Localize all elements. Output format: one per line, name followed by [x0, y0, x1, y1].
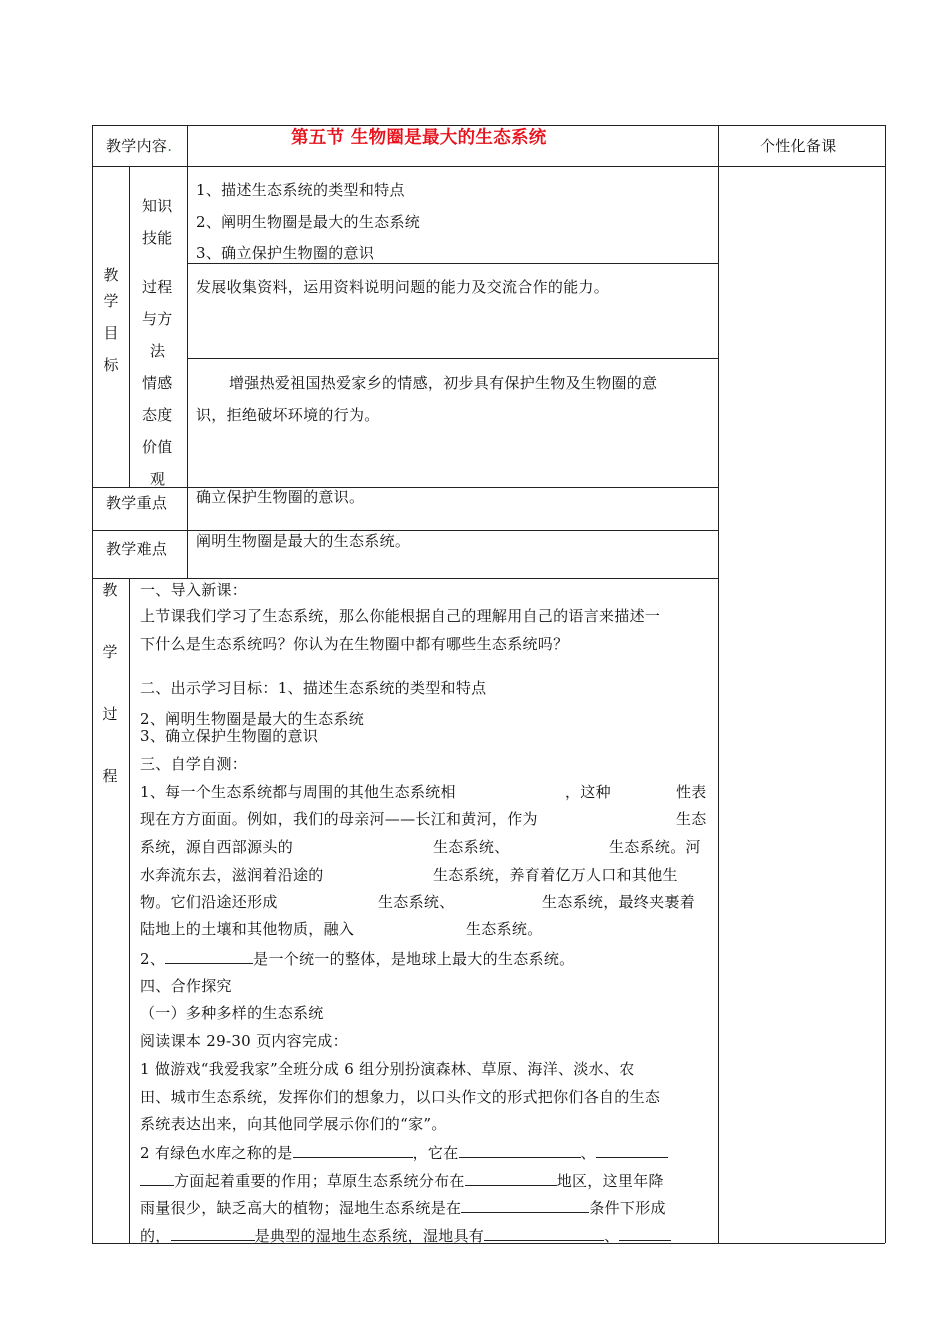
emotion-label-4: 观	[150, 470, 166, 488]
process-line: 一、导入新课：	[140, 581, 248, 599]
process-label-3: 法	[150, 342, 166, 360]
process-line: 系统，源自西部源头的	[140, 838, 294, 856]
process-label-1: 过程	[142, 278, 173, 296]
fill-blank	[619, 1226, 671, 1241]
process-line: 生态系统，养育着亿万人口和其他生	[433, 866, 678, 884]
process-line: ，这种	[565, 783, 611, 801]
process-line: 四、合作探究	[140, 977, 232, 995]
process-group-label: 教 学 过 程	[102, 581, 118, 785]
key-point-label: 教学重点	[106, 494, 168, 512]
fill-blank	[140, 1171, 174, 1186]
process-label-2: 与方	[142, 310, 173, 328]
objectives-group-label: 教 学 目 标	[103, 266, 119, 374]
content-label: 教学内容.	[106, 137, 173, 155]
process-line: 2、阐明生物圈是最大的生态系统	[140, 710, 365, 728]
process-line: 生态系统。河	[609, 838, 701, 856]
fill-blank	[465, 1171, 557, 1186]
process-line: 性表	[676, 783, 707, 801]
emotion-text-line1: 增强热爱祖国热爱家乡的情感，初步具有保护生物及生物圈的意	[229, 374, 658, 392]
process-line: 生态系统。	[466, 920, 543, 938]
process-line: 1、每一个生态系统都与周围的其他生态系统相	[140, 783, 456, 801]
fill-blank	[484, 1226, 604, 1241]
process-line: 生态系统、	[378, 893, 455, 911]
process-line: 生态系统、	[433, 838, 510, 856]
process-line: 上节课我们学习了生态系统，那么你能根据自己的理解用自己的语言来描述一	[140, 607, 661, 625]
process-line: 下什么是生态系统吗？你认为在生物圈中都有哪些生态系统吗？	[140, 635, 569, 653]
process-line: 方面起着重要的作用；草原生态系统分布在 地区，这里年降	[140, 1171, 664, 1190]
process-line: 三、自学自测：	[140, 755, 248, 773]
fill-blank	[461, 1198, 589, 1213]
side-label: 个性化备课	[760, 137, 837, 155]
fill-blank	[459, 1143, 581, 1158]
knowledge-label-1: 知识	[142, 197, 173, 215]
process-line: 阅读课本 29-30 页内容完成：	[140, 1032, 348, 1050]
emotion-label-3: 价值	[142, 438, 173, 456]
process-line: 生态	[676, 810, 707, 828]
process-line: （一）多种多样的生态系统	[140, 1004, 324, 1022]
difficult-point-label: 教学难点	[106, 540, 168, 558]
knowledge-label-2: 技能	[142, 229, 173, 247]
fill-blank	[165, 949, 253, 964]
knowledge-item: 3、确立保护生物圈的意识	[196, 244, 375, 262]
process-line: 水奔流东去，滋润着沿途的	[140, 866, 324, 884]
process-line: 现在方方面面。例如，我们的母亲河——长江和黄河，作为	[140, 810, 538, 828]
process-line: 陆地上的土壤和其他物质，融入	[140, 920, 355, 938]
process-line: 的， 是典型的湿地生态系统，湿地具有 、	[140, 1226, 671, 1245]
process-line: 2 有绿色水库之称的是 ，它在 、	[140, 1143, 668, 1162]
fill-blank	[293, 1143, 413, 1158]
fill-blank	[171, 1226, 255, 1241]
knowledge-item: 1、描述生态系统的类型和特点	[196, 181, 405, 199]
process-line: 田、城市生态系统，发挥你们的想象力，以口头作文的形式把你们各自的生态	[140, 1088, 661, 1106]
emotion-text-line2: 识，拒绝破坏环境的行为。	[196, 406, 380, 424]
emotion-label-1: 情感	[142, 374, 173, 392]
page-title: 第五节 生物圈是最大的生态系统	[291, 128, 547, 148]
process-line: 3、确立保护生物圈的意识	[140, 727, 319, 745]
process-line: 2、 是一个统一的整体，是地球上最大的生态系统。	[140, 950, 575, 968]
process-line: 雨量很少，缺乏高大的植物；湿地生态系统是在 条件下形成	[140, 1199, 666, 1217]
process-line: 物。它们沿途还形成	[140, 893, 278, 911]
difficult-point-text: 阐明生物圈是最大的生态系统。	[196, 532, 411, 550]
process-line: 1 做游戏“我爱我家”全班分成 6 组分别扮演森林、草原、海洋、淡水、农	[140, 1060, 635, 1078]
key-point-text: 确立保护生物圈的意识。	[196, 488, 365, 506]
process-line: 二、出示学习目标：1、描述生态系统的类型和特点	[140, 679, 487, 697]
knowledge-item: 2、阐明生物圈是最大的生态系统	[196, 213, 421, 231]
process-objective-text: 发展收集资料，运用资料说明问题的能力及交流合作的能力。	[196, 278, 610, 296]
fill-blank	[596, 1143, 668, 1158]
process-line: 系统表达出来，向其他同学展示你们的“家”。	[140, 1115, 447, 1133]
emotion-label-2: 态度	[142, 406, 173, 424]
process-line: 生态系统，最终夹裹着	[542, 893, 696, 911]
